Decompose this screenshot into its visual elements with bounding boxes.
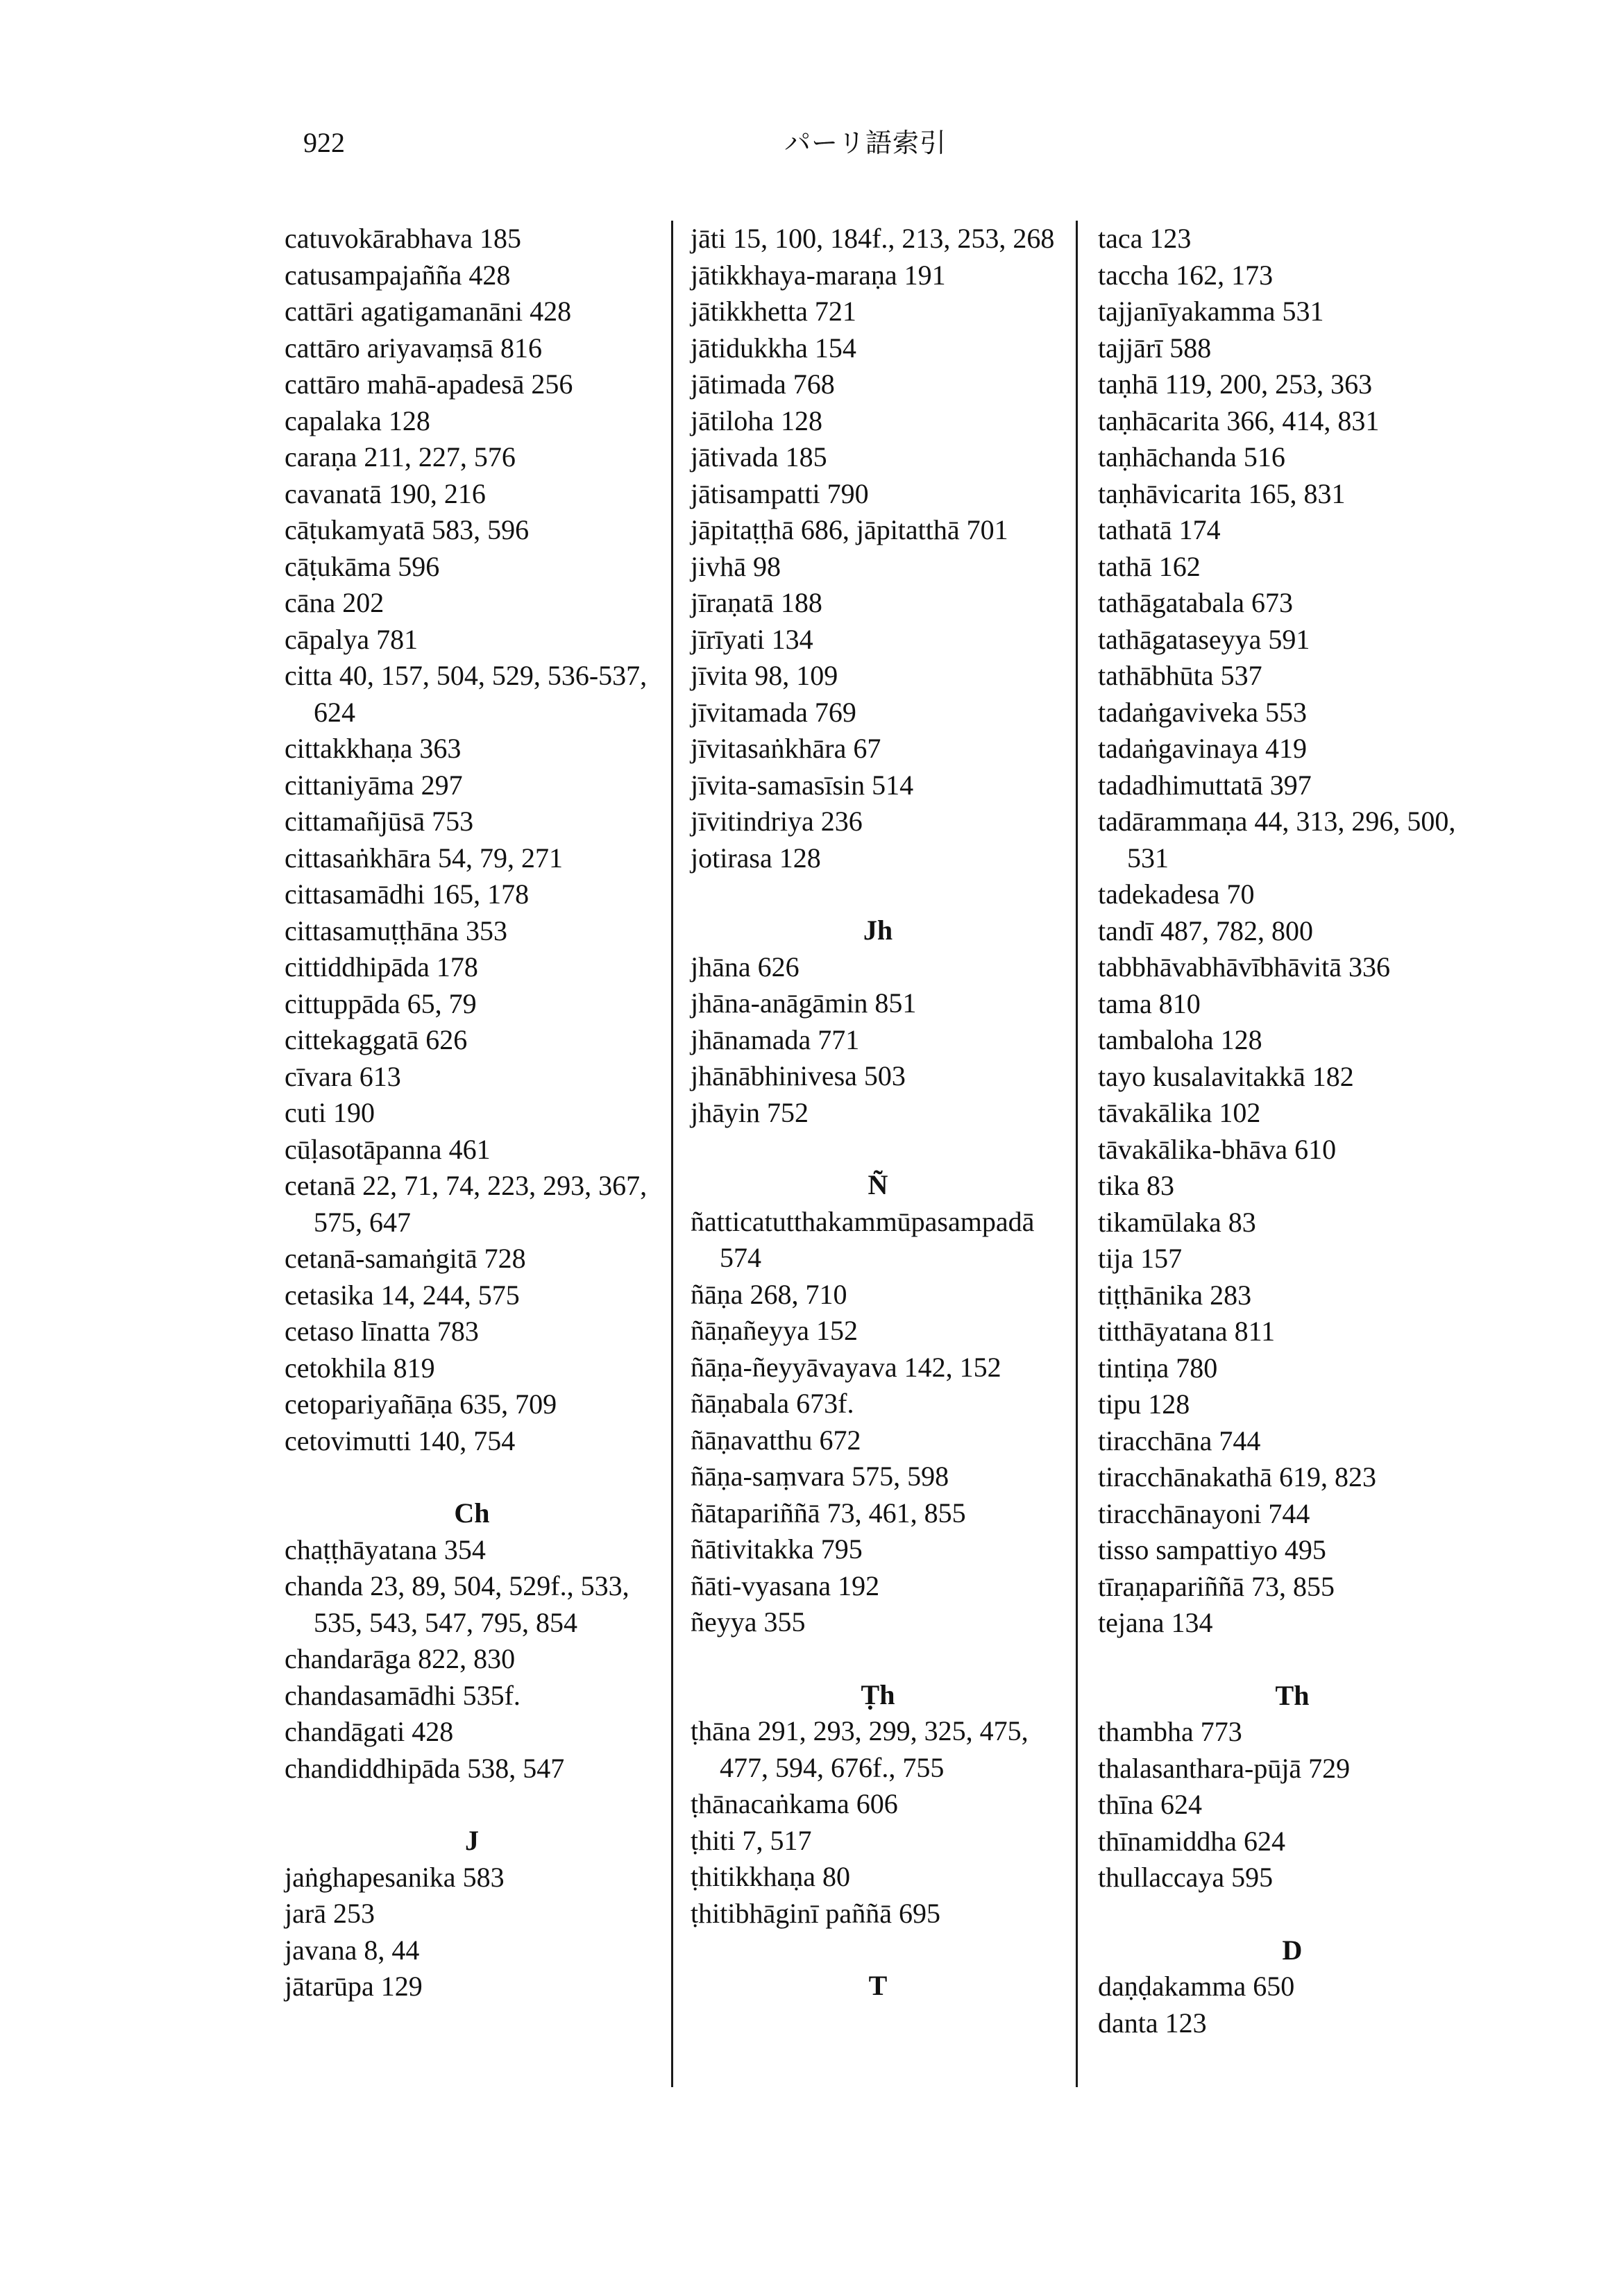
index-entry: danta 123 bbox=[1098, 2007, 1207, 2039]
index-entry: jhānamada 771 bbox=[691, 1023, 860, 1055]
index-entry: tathāgatabala 673 bbox=[1098, 587, 1293, 618]
index-entry: cittasaṅkhāra 54, 79, 271 bbox=[285, 842, 563, 874]
index-entry: taṇhā 119, 200, 253, 363 bbox=[1098, 368, 1373, 400]
index-entry: ñāṇavatthu 672 bbox=[691, 1424, 861, 1456]
index-entry: jātikkhaya-maraṇa 191 bbox=[691, 259, 946, 291]
index-entry: tama 810 bbox=[1098, 987, 1201, 1019]
index-entry: tathābhūta 537 bbox=[1098, 660, 1262, 691]
index-entry: cittamañjūsā 753 bbox=[285, 806, 474, 837]
column-divider bbox=[671, 221, 673, 2087]
index-entry: tiṭṭhānika 283 bbox=[1098, 1279, 1252, 1311]
running-head: パーリ語索引 bbox=[784, 128, 947, 158]
index-entry: taṇhācarita 366, 414, 831 bbox=[1098, 405, 1380, 436]
index-entry: cetasika 14, 244, 575 bbox=[285, 1279, 520, 1311]
column-divider bbox=[1076, 221, 1078, 2087]
index-entry: tambaloha 128 bbox=[1098, 1024, 1262, 1055]
index-entry: ñāṇabala 673f. bbox=[691, 1388, 854, 1419]
index-entry: titthāyatana 811 bbox=[1098, 1316, 1276, 1347]
index-entry: cuti 190 bbox=[285, 1097, 375, 1128]
index-entry: cittakkhaṇa 363 bbox=[285, 733, 462, 764]
index-entry: cetaso līnatta 783 bbox=[285, 1316, 479, 1347]
index-entry: thīna 624 bbox=[1098, 1789, 1202, 1820]
index-entry: jātisampatti 790 bbox=[691, 477, 869, 509]
index-entry: tadadhimuttatā 397 bbox=[1098, 769, 1312, 801]
section-letter-heading: T bbox=[868, 1970, 888, 2001]
index-entry: taccha 162, 173 bbox=[1098, 259, 1274, 291]
index-entry: tadaṅgavinaya 419 bbox=[1098, 733, 1307, 764]
index-entry: ṭhāna 291, 293, 299, 325, 475, 477, 594, 676f., 755 bbox=[691, 1715, 1029, 1783]
index-entry: jātimada 768 bbox=[691, 368, 835, 400]
index-entry: tadārammaṇa 44, 313, 296, 500, 531 bbox=[1098, 806, 1456, 874]
index-entry: cāṭukāma 596 bbox=[285, 550, 440, 582]
index-entry: cittuppāda 65, 79 bbox=[285, 987, 477, 1019]
index-entry: chandasamādhi 535f. bbox=[285, 1679, 521, 1711]
index-entry: tathāgataseyya 591 bbox=[1098, 623, 1310, 655]
index-entry: jīvitasaṅkhāra 67 bbox=[691, 733, 881, 764]
index-entry: tathatā 174 bbox=[1098, 514, 1221, 545]
index-entry: cavanatā 190, 216 bbox=[285, 477, 486, 509]
index-entry: tejana 134 bbox=[1098, 1607, 1213, 1638]
index-entry: chaṭṭhāyatana 354 bbox=[285, 1533, 486, 1565]
index-entry: ñatticatutthakammūpasampadā 574 bbox=[691, 1205, 1035, 1273]
section-letter-heading: J bbox=[465, 1825, 479, 1856]
index-entry: tika 83 bbox=[1098, 1170, 1174, 1201]
index-entry: cittekaggatā 626 bbox=[285, 1024, 468, 1055]
index-entry: ñāṇa-ñeyyāvayava 142, 152 bbox=[691, 1351, 1001, 1383]
index-entry: cāṭukamyatā 583, 596 bbox=[285, 514, 530, 545]
index-entry: jāpitaṭṭhā 686, jāpitatthā 701 bbox=[691, 514, 1008, 545]
index-entry: ñātapariññā 73, 461, 855 bbox=[691, 1497, 966, 1529]
section-letter-heading: Ṭh bbox=[861, 1678, 895, 1710]
index-entry: jātarūpa 129 bbox=[285, 1971, 423, 2002]
index-entry: thambha 773 bbox=[1098, 1716, 1242, 1747]
page-number: 922 bbox=[303, 127, 345, 158]
section-letter-heading: Ch bbox=[454, 1497, 490, 1529]
index-entry: jivhā 98 bbox=[691, 550, 781, 582]
index-entry: taṇhāvicarita 165, 831 bbox=[1098, 477, 1346, 509]
index-column-3 bbox=[1098, 221, 1487, 2041]
index-entry: thalasanthara-pūjā 729 bbox=[1098, 1752, 1351, 1784]
index-entry: jaṅghapesanika 583 bbox=[285, 1861, 505, 1893]
index-entry: tīraṇapariññā 73, 855 bbox=[1098, 1570, 1335, 1602]
index-entry: jhāna 626 bbox=[691, 951, 800, 983]
index-entry: taca 123 bbox=[1098, 223, 1192, 254]
index-entry: cittaniyāma 297 bbox=[285, 769, 463, 801]
index-entry: catusampajañña 428 bbox=[285, 259, 511, 291]
index-entry: jīvitamada 769 bbox=[691, 696, 856, 728]
index-entry: tathā 162 bbox=[1098, 550, 1201, 582]
index-entry: tajjārī 588 bbox=[1098, 332, 1212, 364]
index-entry: cūḷasotāpanna 461 bbox=[285, 1133, 491, 1165]
index-entry: tadekadesa 70 bbox=[1098, 878, 1255, 910]
index-entry: ñāti-vyasana 192 bbox=[691, 1570, 880, 1601]
index-entry: tandī 487, 782, 800 bbox=[1098, 915, 1313, 946]
index-entry: tadaṅgaviveka 553 bbox=[1098, 696, 1307, 728]
index-entry: jhāyin 752 bbox=[691, 1096, 809, 1128]
index-entry: tija 157 bbox=[1098, 1243, 1183, 1274]
section-letter-heading: D bbox=[1282, 1934, 1303, 1966]
index-entry: tāvakālika-bhāva 610 bbox=[1098, 1133, 1337, 1165]
index-entry: tabbhāvabhāvībhāvitā 336 bbox=[1098, 951, 1390, 983]
index-entry: ñāṇa 268, 710 bbox=[691, 1278, 847, 1310]
index-entry: jīraṇatā 188 bbox=[691, 587, 822, 618]
index-entry: cattāro ariyavaṃsā 816 bbox=[285, 332, 542, 364]
index-entry: catuvokārabhava 185 bbox=[285, 223, 521, 254]
index-entry: jātiloha 128 bbox=[691, 405, 822, 436]
index-entry: chandiddhipāda 538, 547 bbox=[285, 1752, 565, 1784]
index-entry: jhānābhinivesa 503 bbox=[691, 1060, 906, 1091]
index-entry: jotirasa 128 bbox=[691, 842, 821, 874]
index-entry: jātikkhetta 721 bbox=[691, 296, 856, 327]
index-entry: cāpalya 781 bbox=[285, 623, 418, 655]
index-column-1 bbox=[285, 221, 659, 2005]
index-entry: chandarāga 822, 830 bbox=[285, 1643, 516, 1674]
index-entry: cetanā-samaṅgitā 728 bbox=[285, 1243, 526, 1274]
index-column-2 bbox=[691, 221, 1065, 2005]
index-entry: cāna 202 bbox=[285, 587, 384, 618]
index-entry: ṭhitikkhaṇa 80 bbox=[691, 1861, 850, 1892]
index-entry: tisso sampattiyo 495 bbox=[1098, 1534, 1326, 1565]
index-entry: cetokhila 819 bbox=[285, 1352, 435, 1384]
section-letter-heading: Ñ bbox=[868, 1169, 888, 1200]
index-entry: tiracchānayoni 744 bbox=[1098, 1497, 1310, 1529]
index-entry: ṭhānacaṅkama 606 bbox=[691, 1788, 898, 1819]
index-entry: cetopariyañāṇa 635, 709 bbox=[285, 1388, 557, 1420]
index-entry: tipu 128 bbox=[1098, 1388, 1190, 1420]
index-entry: cattāro mahā-apadesā 256 bbox=[285, 368, 573, 400]
index-entry: cittasamādhi 165, 178 bbox=[285, 878, 530, 910]
index-entry: tikamūlaka 83 bbox=[1098, 1206, 1256, 1238]
index-entry: cittiddhipāda 178 bbox=[285, 951, 478, 983]
index-entry: ṭhitibhāginī paññā 695 bbox=[691, 1897, 940, 1929]
index-entry: citta 40, 157, 504, 529, 536-537, 624 bbox=[285, 660, 648, 728]
index-entry: jātivada 185 bbox=[691, 441, 827, 473]
index-entry: tiracchānakathā 619, 823 bbox=[1098, 1461, 1376, 1493]
index-entry: tintiṇa 780 bbox=[1098, 1352, 1218, 1384]
index-entry: javana 8, 44 bbox=[285, 1934, 420, 1966]
index-entry: thullaccaya 595 bbox=[1098, 1862, 1274, 1893]
index-entry: tāvakālika 102 bbox=[1098, 1097, 1261, 1128]
index-entry: tiracchāna 744 bbox=[1098, 1425, 1261, 1456]
index-entry: chanda 23, 89, 504, 529f., 533, 535, 543, 547, 795, 854 bbox=[285, 1570, 629, 1638]
index-entry: jātidukkha 154 bbox=[691, 332, 856, 364]
index-entry: ṭhiti 7, 517 bbox=[691, 1824, 812, 1856]
section-letter-heading: Jh bbox=[863, 915, 893, 946]
index-entry: thīnamiddha 624 bbox=[1098, 1825, 1285, 1857]
index-entry: ñātivitakka 795 bbox=[691, 1533, 863, 1565]
index-entry: jīvita 98, 109 bbox=[691, 660, 838, 691]
index-entry: jhāna-anāgāmin 851 bbox=[691, 987, 917, 1019]
index-entry: tajjanīyakamma 531 bbox=[1098, 296, 1324, 327]
index-entry: jarā 253 bbox=[285, 1898, 375, 1929]
index-entry: jīrīyati 134 bbox=[691, 623, 813, 655]
index-entry: cittasamuṭṭhāna 353 bbox=[285, 915, 508, 946]
index-entry: tayo kusalavitakkā 182 bbox=[1098, 1060, 1354, 1092]
index-entry: jīvitindriya 236 bbox=[691, 806, 863, 837]
index-entry: chandāgati 428 bbox=[285, 1716, 454, 1747]
index-entry: cattāri agatigamanāni 428 bbox=[285, 296, 572, 327]
index-entry: jīvita-samasīsin 514 bbox=[691, 769, 914, 801]
index-entry: cīvara 613 bbox=[285, 1060, 401, 1092]
index-entry: daṇḍakamma 650 bbox=[1098, 1971, 1295, 2002]
index-entry: jāti 15, 100, 184f., 213, 253, 268 bbox=[691, 223, 1055, 254]
index-entry: capalaka 128 bbox=[285, 405, 430, 436]
index-entry: ñāṇa-saṃvara 575, 598 bbox=[691, 1461, 949, 1492]
section-letter-heading: Th bbox=[1275, 1679, 1310, 1711]
index-entry: caraṇa 211, 227, 576 bbox=[285, 441, 516, 473]
index-entry: ñāṇañeyya 152 bbox=[691, 1315, 858, 1346]
index-entry: taṇhāchanda 516 bbox=[1098, 441, 1285, 473]
index-entry: ñeyya 355 bbox=[691, 1606, 806, 1638]
index-entry: cetanā 22, 71, 74, 223, 293, 367, 575, 647 bbox=[285, 1170, 648, 1238]
index-entry: cetovimutti 140, 754 bbox=[285, 1425, 516, 1456]
